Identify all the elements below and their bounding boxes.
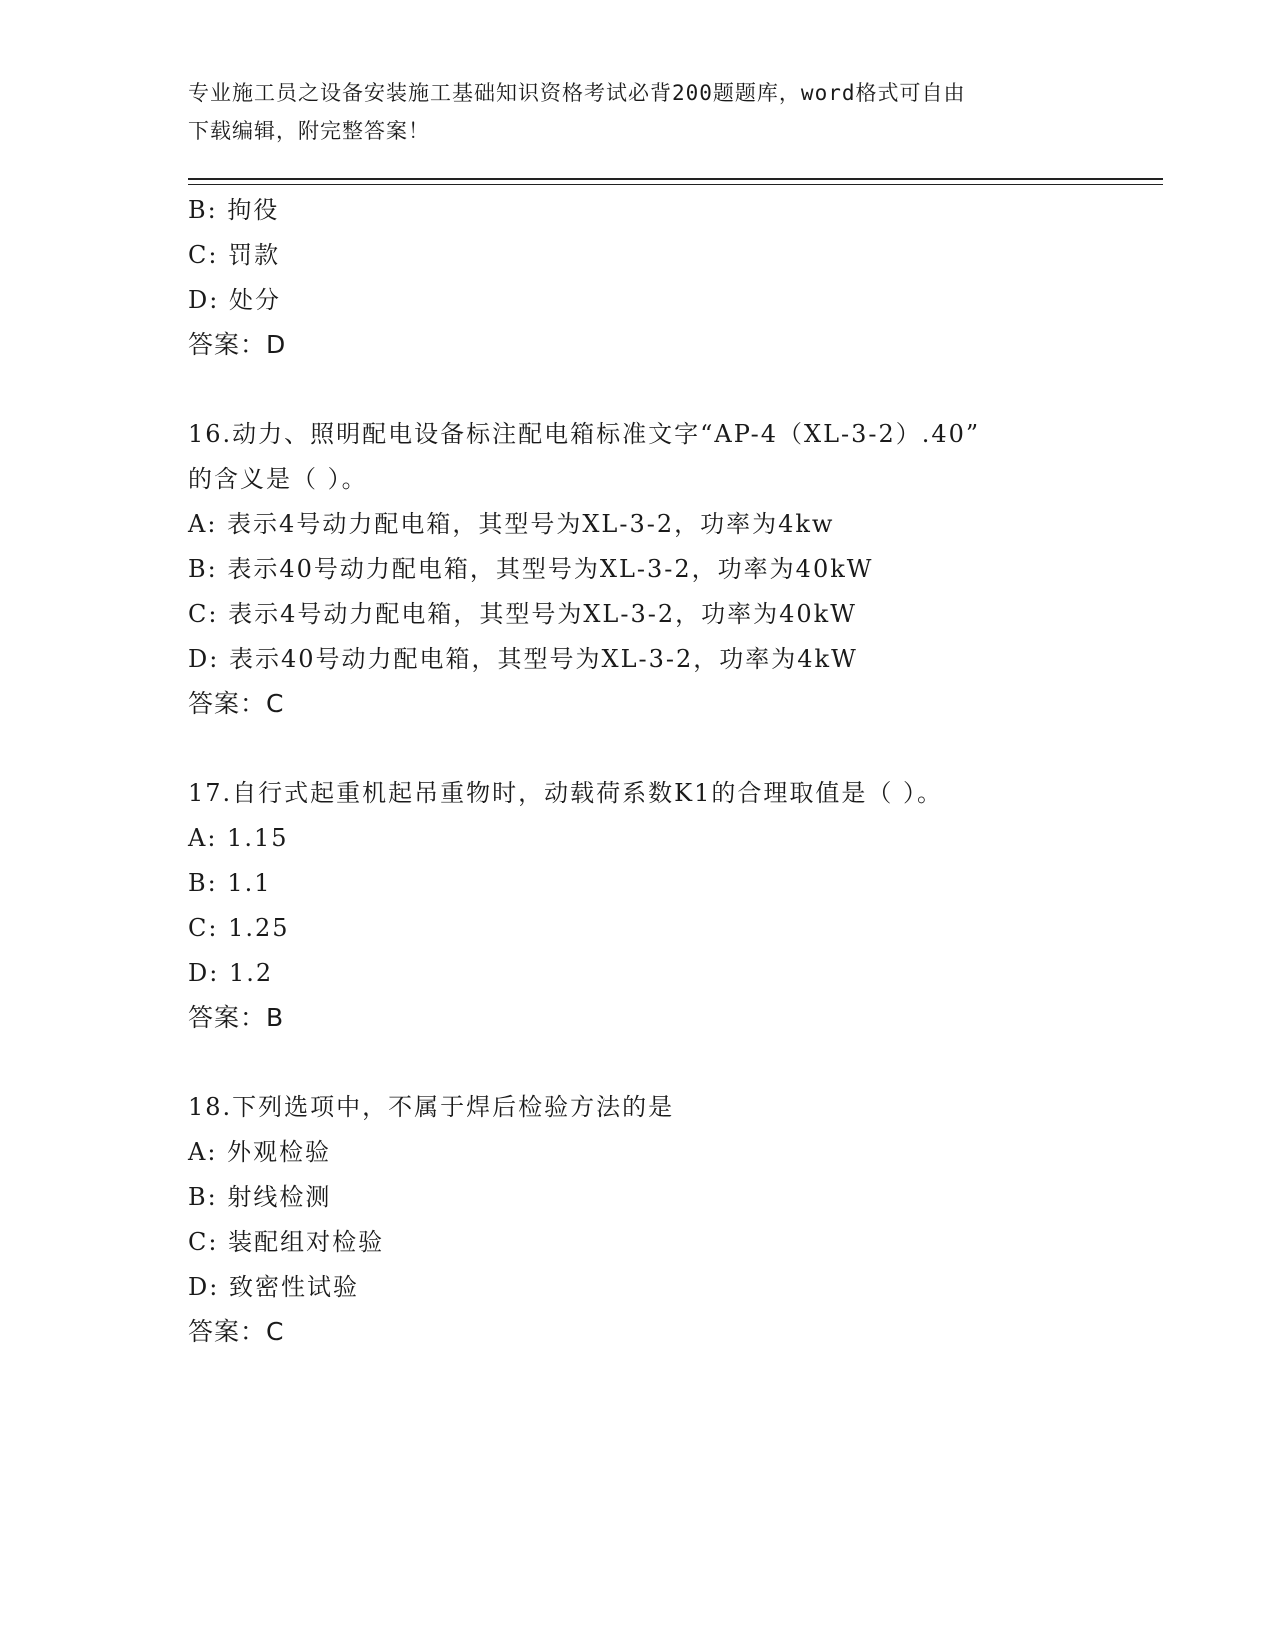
q17-answer: 答案：B [188,1003,285,1032]
q16-question-line-1: 16.动力、照明配电设备标注配电箱标准文字“AP-4（XL-3-2）.40” [188,420,981,448]
q16-option-a: A: 表示4号动力配电箱，其型号为XL-3-2，功率为4kw [188,510,835,538]
q15-option-d: D: 处分 [188,286,281,314]
q16-question-line-2: 的含义是（ ）。 [188,465,368,493]
q18-option-d: D: 致密性试验 [188,1273,359,1301]
q18-option-b: B: 射线检测 [188,1183,332,1211]
document-title [188,74,1088,150]
q18-answer: 答案：C [188,1317,285,1346]
header-divider [188,178,1163,185]
q17-option-b: B: 1.1 [188,869,272,897]
document-title-line-1: 专业施工员之设备安装施工基础知识资格考试必背200题题库，word格式可自由 [188,81,966,105]
q16-option-b: B: 表示40号动力配电箱，其型号为XL-3-2，功率为40kW [188,555,874,583]
q18-question: 18.下列选项中，不属于焊后检验方法的是 [188,1093,675,1121]
q17-question: 17.自行式起重机起吊重物时，动载荷系数K1的合理取值是（ ）。 [188,779,943,807]
q15-option-c: C: 罚款 [188,241,281,269]
q15-answer: 答案：D [188,330,287,359]
q16-answer: 答案：C [188,689,285,718]
q18-option-c: C: 装配组对检验 [188,1228,385,1256]
q17-option-a: A: 1.15 [188,824,289,852]
q17-option-d: D: 1.2 [188,959,274,987]
q16-option-c: C: 表示4号动力配电箱，其型号为XL-3-2，功率为40kW [188,600,857,628]
q18-option-a: A: 外观检验 [188,1138,332,1166]
q16-option-d: D: 表示40号动力配电箱，其型号为XL-3-2，功率为4kW [188,645,858,673]
q15-option-b: B: 拘役 [188,196,280,224]
document-title-line-2: 下载编辑，附完整答案！ [188,119,430,143]
q17-option-c: C: 1.25 [188,914,290,942]
